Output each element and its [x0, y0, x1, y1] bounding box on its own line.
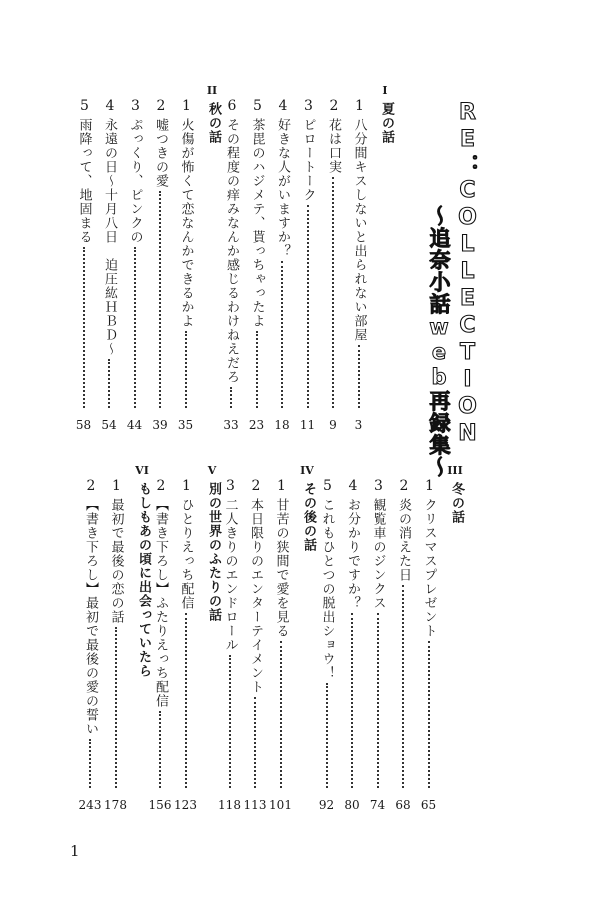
entry-title: ひとりえっち配信 [178, 498, 194, 610]
dot-leader [358, 345, 360, 408]
entry-page: 18 [274, 418, 290, 432]
dot-leader [307, 205, 309, 408]
section-title: もしもあの頃に出会っていたら [136, 482, 151, 678]
entry-title: これもひとつの脱出ショウ！ [319, 498, 335, 680]
entry-page: 101 [269, 798, 292, 812]
entry-page: 23 [248, 418, 265, 432]
entry-title: 【書き下ろし】最初で最後の愛の誓い [83, 498, 98, 736]
entry-page: 118 [218, 798, 241, 812]
entry-number: 4 [105, 98, 115, 114]
entry-page: 80 [344, 798, 360, 812]
entry-number: 5 [323, 478, 332, 494]
section-title: 夏の話 [379, 102, 394, 144]
entry-title: 八分間キスしないと出られない部屋 [351, 118, 367, 342]
entry-title: 永遠の日〜十月八日 迫圧紘ＨＢＤ〜 [102, 118, 117, 356]
entry-title: 雨降って、地固まる [76, 118, 92, 244]
entry-page: 3 [354, 418, 363, 432]
book-title: RE：COLLECTION [455, 100, 480, 448]
entry-page: 11 [299, 418, 316, 432]
section-title: 別の世界のふたりの話 [206, 482, 221, 622]
entry-page: 68 [395, 798, 411, 812]
dot-leader [402, 585, 404, 788]
entry-number: 2 [329, 98, 339, 114]
entry-page: 33 [223, 418, 239, 432]
entry-number: 2 [156, 478, 166, 494]
page-number: 1 [70, 842, 80, 860]
dot-leader [89, 739, 91, 788]
dot-leader [280, 641, 282, 788]
entry-number: 1 [277, 478, 286, 494]
entry-title: クリスマスプレゼント [421, 498, 437, 638]
entry-page: 123 [174, 798, 197, 812]
entry-title: 【書き下ろし】ふたりえっち配信 [153, 498, 168, 708]
dot-leader [254, 697, 256, 788]
entry-title: 炎の消えた日 [396, 498, 411, 582]
entry-title: 二人きりのエンドロール [222, 498, 238, 652]
section-number: III [447, 464, 463, 477]
entry-number: 5 [253, 98, 262, 114]
entry-title: 最初で最後の恋の話 [108, 498, 124, 624]
entry-page: 113 [243, 798, 267, 812]
entry-page: 74 [369, 798, 386, 812]
entry-title: 嘘つきの愛 [153, 118, 168, 188]
entry-number: 1 [425, 478, 434, 494]
dot-leader [115, 627, 117, 788]
entry-title: ぷっくり、ピンクの [127, 118, 143, 244]
entry-number: 2 [251, 478, 261, 494]
section-title: 秋の話 [206, 102, 221, 144]
entry-title: 好きな人がいますか？ [275, 118, 290, 258]
entry-number: 2 [399, 478, 409, 494]
dot-leader [185, 331, 187, 408]
entry-page: 243 [78, 798, 102, 812]
entry-title: 甘苦の狭間で愛を見る [273, 498, 289, 638]
book-subtitle: 〜追奈小話web再録集〜 [427, 205, 451, 478]
entry-number: 4 [348, 478, 358, 494]
entry-number: 2 [156, 98, 166, 114]
entry-number: 3 [304, 98, 313, 114]
entry-page: 156 [148, 798, 172, 812]
entry-title: お分かりですか？ [345, 498, 360, 610]
section-number: IV [300, 464, 314, 477]
section-number: V [207, 464, 217, 477]
dot-leader [229, 655, 231, 788]
section-number: II [206, 84, 218, 97]
entry-title: その程度の痒みなんか感じるわけねえだろ [224, 118, 239, 384]
entry-title: 本日限りのエンターテイメント [248, 498, 263, 694]
entry-page: 58 [75, 418, 92, 432]
entry-number: 1 [112, 478, 121, 494]
dot-leader [83, 247, 85, 408]
dot-leader [230, 387, 232, 408]
dot-leader [185, 613, 187, 788]
dot-leader [256, 331, 258, 408]
entry-title: 花は口実 [326, 118, 341, 174]
entry-title: 火傷が怖くて恋なんかできるかよ [178, 118, 194, 328]
entry-number: 1 [182, 98, 191, 114]
entry-page: 9 [329, 418, 337, 432]
entry-page: 35 [177, 418, 194, 432]
dot-leader [377, 613, 379, 788]
dot-leader [159, 191, 161, 408]
section-title: 冬の話 [449, 482, 464, 524]
entry-title: 観覧車のジンクス [370, 498, 386, 610]
dot-leader [108, 359, 110, 408]
entry-number: 3 [374, 478, 383, 494]
dot-leader [281, 261, 283, 408]
entry-page: 39 [152, 418, 168, 432]
dot-leader [332, 177, 334, 408]
entry-number: 3 [226, 478, 235, 494]
entry-page: 54 [101, 418, 117, 432]
entry-number: 6 [227, 98, 237, 114]
entry-title: 茶毘のハジメテ、貰っちゃったよ [249, 118, 265, 328]
section-number: I [382, 84, 388, 97]
entry-number: 5 [80, 98, 89, 114]
entry-number: 3 [131, 98, 140, 114]
section-number: VI [135, 464, 149, 477]
dot-leader [134, 247, 136, 408]
section-title: その後の話 [301, 482, 316, 552]
entry-number: 4 [278, 98, 288, 114]
entry-page: 65 [420, 798, 437, 812]
dot-leader [428, 641, 430, 788]
entry-page: 178 [104, 798, 127, 812]
dot-leader [351, 613, 353, 788]
entry-title: ピロートーク [300, 118, 316, 202]
entry-number: 1 [182, 478, 191, 494]
entry-page: 44 [126, 418, 143, 432]
dot-leader [326, 683, 328, 788]
entry-page: 92 [318, 798, 335, 812]
entry-number: 2 [86, 478, 96, 494]
dot-leader [159, 711, 161, 788]
entry-number: 1 [355, 98, 364, 114]
